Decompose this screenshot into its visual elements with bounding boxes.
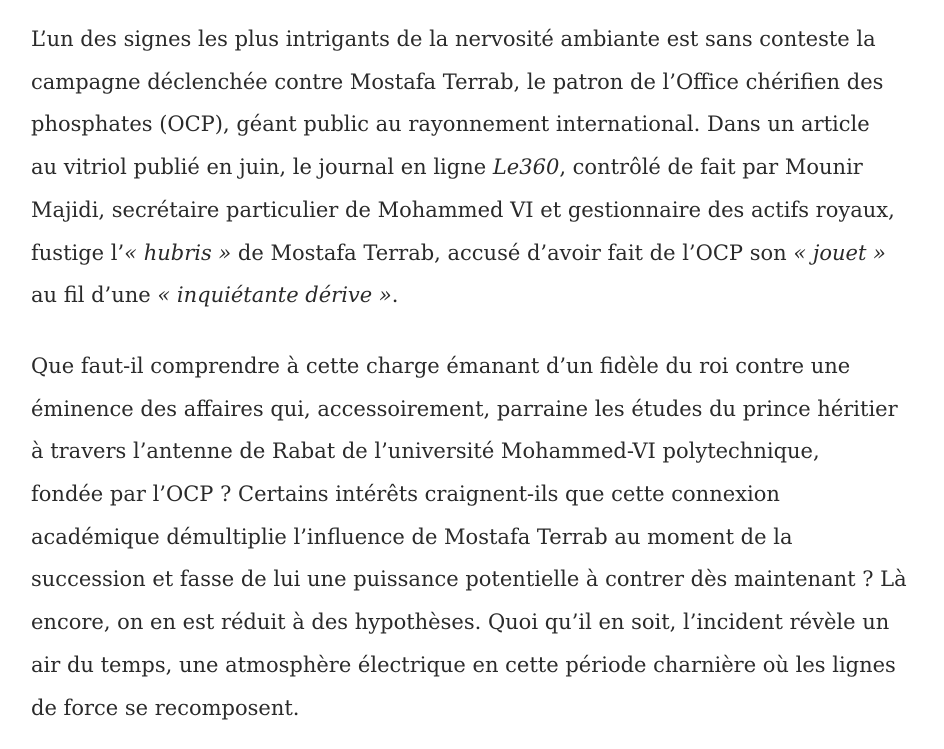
quote-inquietante-derive: « inquiétante dérive » [157,283,392,308]
quote-hubris: « hubris » [124,240,232,265]
text-line: au fil d’une « inquiétante dérive ». [31,283,399,308]
publication-name-le360: Le360 [492,155,560,180]
text-line: au vitriol publié en juin, le journal en ligne Le360, contrôlé de fait par Mounir [31,155,863,180]
quote-jouet: « jouet » [793,240,886,265]
text-line: fustige l’« hubris » de Mostafa Terrab, accusé d’avoir fait de l’OCP son « jouet » [31,240,886,265]
paragraph-analysis [31,345,931,729]
text-line: Que faut-il comprendre à cette charge émanant d’un fidèle du roi contre une [31,353,851,378]
text-line: L’un des signes les plus intrigants de la nervosité ambiante est sans conteste la [31,27,876,51]
text-line: air du temps, une atmosphère électrique en cette période charnière où les lignes [31,652,896,677]
text-line: campagne déclenchée contre Mostafa Terrab, le patron de l’Office chérifien des [31,69,884,94]
text-line: à travers l’antenne de Rabat de l’université Mohammed-VI polytechnique, [31,439,820,464]
text-line: Majidi, secrétaire particulier de Mohammed VI et gestionnaire des actifs royaux, [31,197,895,222]
text-line: fondée par l’OCP ? Certains intérêts craignent-ils que cette connexion [31,482,780,507]
text-line: éminence des affaires qui, accessoirement, parraine les études du prince héritier [31,396,898,421]
text-line: succession et fasse de lui une puissance potentielle à contrer dès maintenant ? Là [31,567,907,592]
paragraph-ocp-campaign [31,18,931,317]
text-line: phosphates (OCP), géant public au rayonnement international. Dans un article [31,112,870,137]
article-body [31,18,931,729]
text-line: académique démultiplie l’influence de Mostafa Terrab au moment de la [31,524,793,549]
text-line: de force se recomposent. [31,695,300,720]
text-line: encore, on en est réduit à des hypothèses. Quoi qu’il en soit, l’incident révèle un [31,610,890,635]
